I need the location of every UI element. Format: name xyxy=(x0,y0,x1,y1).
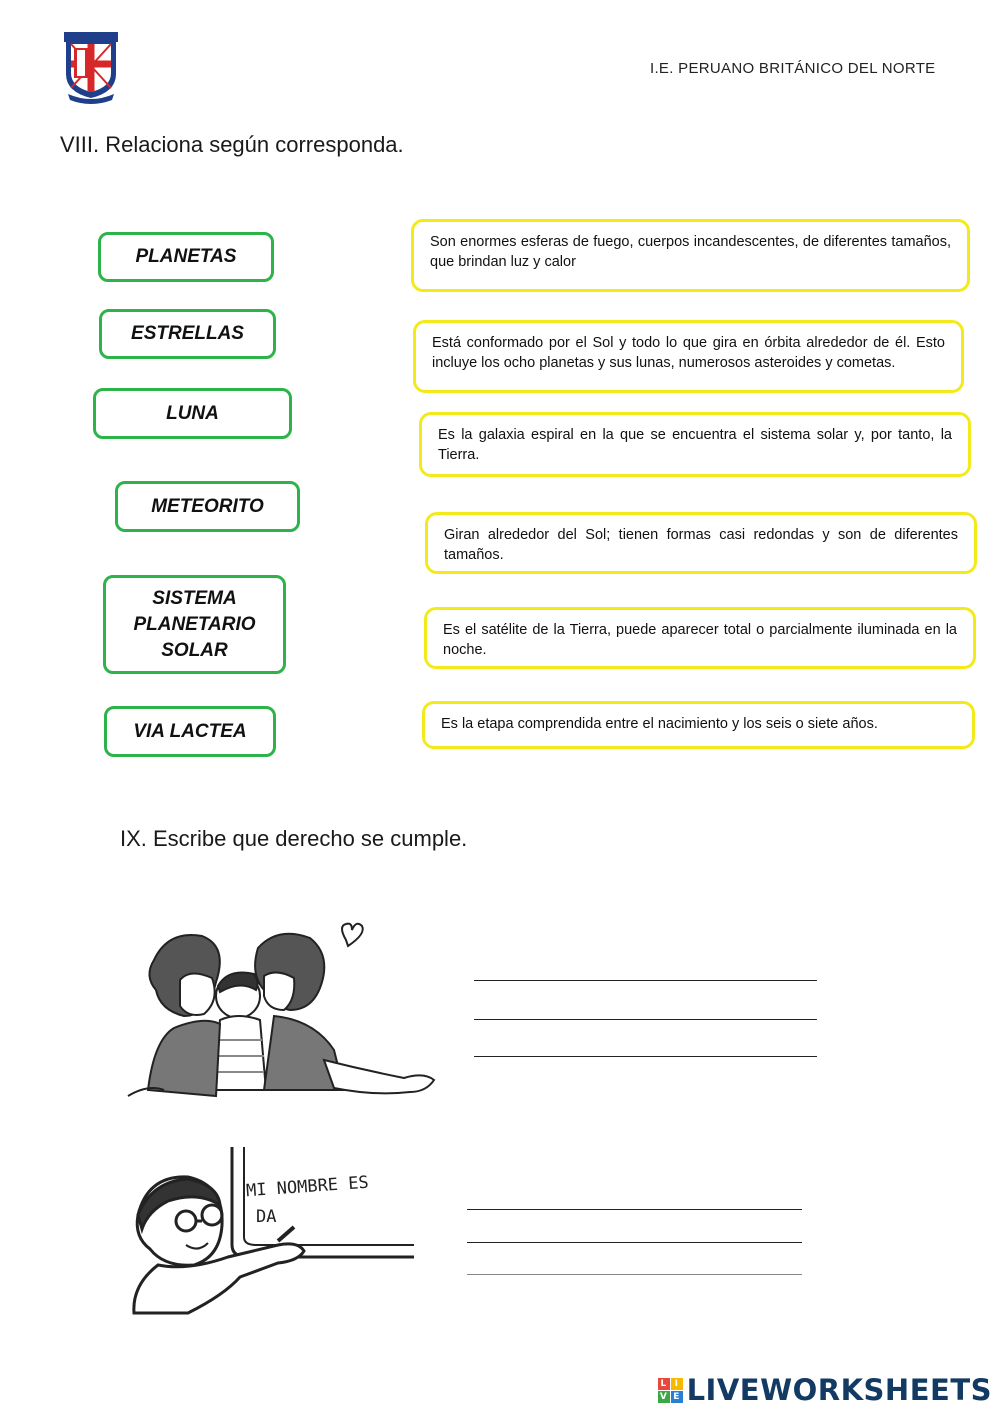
answer-line-1-3[interactable] xyxy=(474,1056,817,1057)
liveworksheets-wordmark: LIVEWORKSHEETS xyxy=(686,1373,992,1407)
term-box-luna[interactable]: LUNA xyxy=(93,388,292,439)
definition-box-1[interactable]: Son enormes esferas de fuego, cuerpos incandescentes, de diferentes tamaños, que brindan luz y calor xyxy=(411,219,970,292)
board-text: MI NOMBRE ES xyxy=(245,1172,370,1202)
liveworksheets-logo-icon: L I V E xyxy=(658,1378,683,1403)
liveworksheets-brand[interactable] xyxy=(658,1373,992,1407)
term-box-estrellas[interactable]: ESTRELLAS xyxy=(99,309,276,359)
definition-box-6[interactable]: Es la etapa comprendida entre el nacimiento y los seis o siete años. xyxy=(422,701,975,749)
answer-line-2-2[interactable] xyxy=(467,1242,802,1243)
section-8-title: VIII. Relaciona según corresponda. xyxy=(60,132,404,157)
term-box-planetas[interactable]: PLANETAS xyxy=(98,232,274,282)
answer-line-2-3[interactable] xyxy=(467,1274,802,1275)
term-box-meteorito[interactable]: METEORITO xyxy=(115,481,300,532)
school-name: I.E. PERUANO BRITÁNICO DEL NORTE xyxy=(650,60,936,77)
answer-line-2-1[interactable] xyxy=(467,1209,802,1210)
definition-box-5[interactable]: Es el satélite de la Tierra, puede aparecer total o parcialmente iluminada en la noche. xyxy=(424,607,976,669)
child-writing-illustration xyxy=(128,1145,418,1317)
school-crest-logo xyxy=(62,30,120,104)
answer-line-1-1[interactable] xyxy=(474,980,817,981)
board-text-2: DA xyxy=(256,1207,277,1227)
section-9-title: IX. Escribe que derecho se cumple. xyxy=(120,826,468,851)
definition-box-4[interactable]: Giran alrededor del Sol; tienen formas casi redondas y son de diferentes tamaños. xyxy=(425,512,977,574)
term-box-via-lactea[interactable]: VIA LACTEA xyxy=(104,706,276,757)
family-kiss-illustration xyxy=(124,920,444,1112)
term-box-sistema-planetario-solar[interactable]: SISTEMA PLANETARIO SOLAR xyxy=(103,575,286,674)
definition-box-3[interactable]: Es la galaxia espiral en la que se encuentra el sistema solar y, por tanto, la Tierra. xyxy=(419,412,971,477)
answer-line-1-2[interactable] xyxy=(474,1019,817,1020)
definition-box-2[interactable]: Está conformado por el Sol y todo lo que gira en órbita alrededor de él. Esto incluye los ocho planetas y sus lunas, numerosos asteroides y cometas. xyxy=(413,320,964,393)
